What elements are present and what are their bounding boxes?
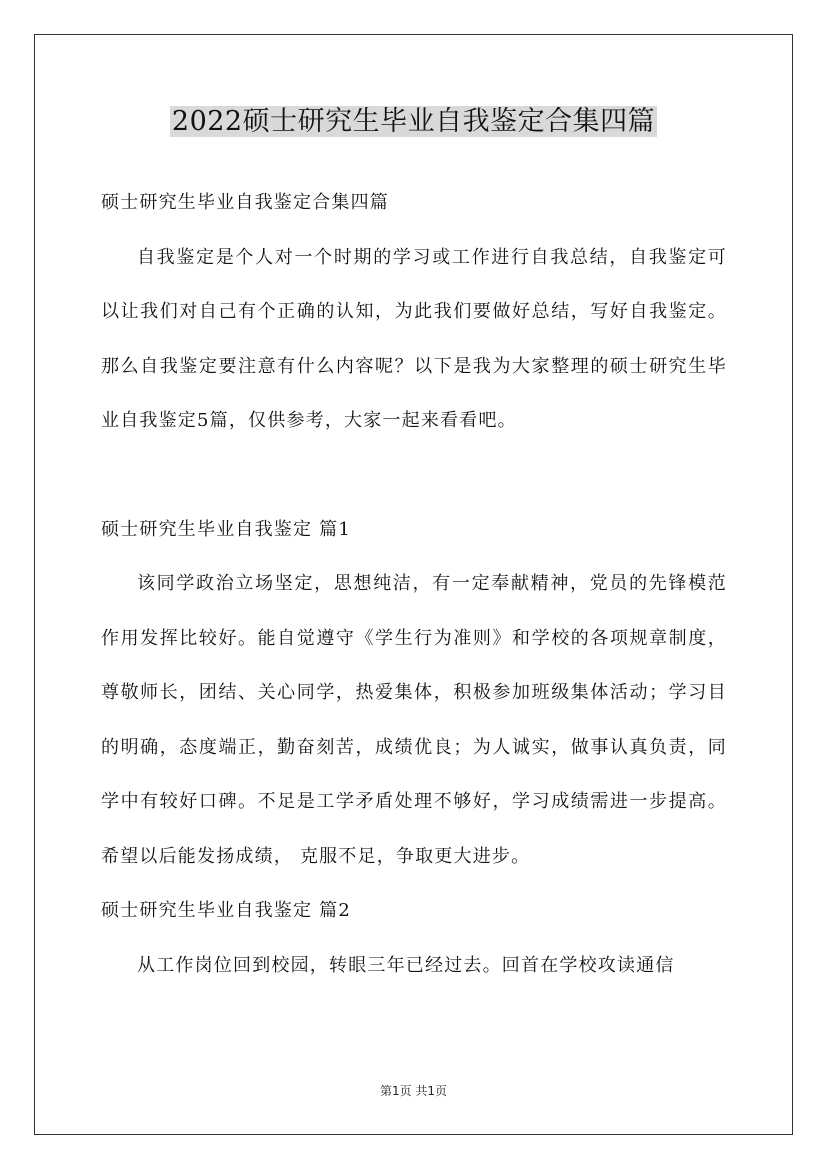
intro-paragraph: 自我鉴定是个人对一个时期的学习或工作进行自我总结，自我鉴定可以让我们对自己有个正确的认知，为此我们要做好总结，写好自我鉴定。那么自我鉴定要注意有什么内容呢？以下是我为大家整理的硕士研究生毕业自我鉴定5篇，仅供参考，大家一起来看看吧。 [101, 246, 727, 431]
spacer [101, 449, 727, 503]
section2-heading: 硕士研究生毕业自我鉴定 篇2 [101, 900, 351, 921]
document-title [0, 100, 827, 144]
section1-paragraph: 该同学政治立场坚定，思想纯洁，有一定奉献精神，党员的先锋模范作用发挥比较好。能自觉遵守《学生行为准则》和学校的各项规章制度，尊敬师长，团结、关心同学，热爱集体，积极参加班级集体活动；学习目的明确，态度端正，勤奋刻苦，成绩优良；为人诚实，做事认真负责，同学中有较好口碑。不足是工学矛盾处理不够好，学习成绩需进一步提高。希望以后能发扬成绩， 克服不足，争取更大进步。 [101, 573, 727, 867]
section1-heading: 硕士研究生毕业自我鉴定 篇1 [101, 518, 351, 540]
document-title-text: 2022硕士研究生毕业自我鉴定合集四篇 [171, 106, 656, 137]
document-subtitle: 硕士研究生毕业自我鉴定合集四篇 [101, 192, 389, 213]
document-body [101, 176, 727, 993]
section2-paragraph: 从工作岗位回到校园，转眼三年已经过去。回首在学校攻读通信 [137, 954, 675, 976]
page-footer: 第1页 共1页 [379, 1084, 448, 1098]
